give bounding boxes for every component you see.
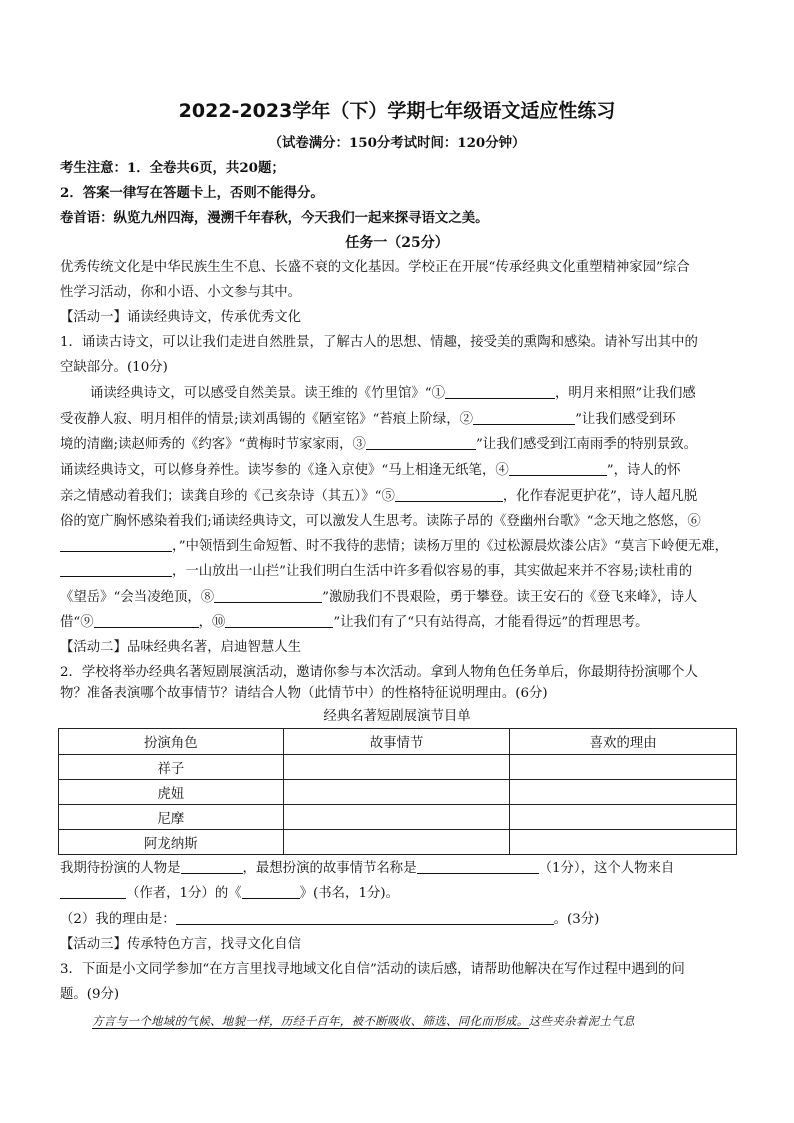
answer-blank-7[interactable]	[60, 563, 172, 577]
exam-info: （试卷满分：150分考试时间：120分钟）	[268, 135, 526, 151]
table-caption: 经典名著短剧展演节目单	[323, 709, 471, 724]
table-header-row	[59, 729, 737, 755]
table-header: 扮演角色	[59, 729, 284, 755]
q2-line-1: 2．学校将举办经典名著短剧展演活动，邀请你参与本次活动。拿到人物角色任务单后，你最期待扮演哪个人	[60, 665, 698, 680]
role-table	[58, 728, 737, 855]
poem-line-8	[60, 562, 740, 582]
poem-text: ”激励我们不畏艰险，勇于攀登。读王安石的《登飞来峰》，诗人	[322, 590, 698, 605]
poem-line-7	[60, 537, 740, 557]
poem-text: 借“⑨	[60, 615, 94, 630]
page-title: 2022-2023学年（下）学期七年级语文适应性练习	[178, 100, 616, 122]
answer-blank-5[interactable]	[395, 488, 503, 502]
answer-text: 。(3分)	[553, 912, 600, 927]
poem-line-6: 俗的宽广胸怀感染着我们;诵读经典诗文，可以激发人生思考。读陈子昂的《登幽州台歌》“念天地之悠悠，⑥	[60, 514, 701, 529]
poem-line-2	[60, 410, 740, 430]
table-row	[59, 805, 737, 830]
answer-text: （作者，1分）的《	[126, 886, 242, 901]
poem-text: 亲之情感动着我们；读龚自珍的《己亥杂诗（其五）》“⑤	[60, 489, 395, 504]
handwritten-passage	[92, 1012, 742, 1030]
role-cell: 阿龙纳斯	[59, 830, 284, 855]
answer-blank-1[interactable]	[445, 385, 555, 399]
character-blank[interactable]	[181, 860, 243, 874]
reason-cell[interactable]	[510, 830, 737, 855]
reason-blank[interactable]	[176, 911, 554, 925]
answer-blank-6[interactable]	[60, 538, 172, 552]
plot-cell[interactable]	[283, 780, 510, 805]
poem-text: ，一山放出一山拦”让我们明白生活中许多看似容易的事，其实做起来并不容易;读杜甫的	[172, 564, 693, 579]
poem-line-9	[60, 588, 740, 608]
table-row	[59, 830, 737, 855]
intro-line-2: 性学习活动，你和小语、小文参与其中。	[60, 285, 302, 300]
table-row	[59, 780, 737, 805]
answer-blank-10[interactable]	[225, 614, 333, 628]
reason-cell[interactable]	[510, 780, 737, 805]
activity2-heading: 【活动二】品味经典名著，启迪智慧人生	[60, 640, 302, 655]
poem-text: 诵读经典诗文，可以修身养性。读岑参的《逢入京使》“马上相逢无纸笔，④	[60, 463, 509, 478]
poem-text: 受夜静人寂、明月相伴的情景;读刘禹锡的《陋室铭》“苔痕上阶绿，②	[60, 412, 474, 427]
poem-text: ”让我们有了“只有站得高，才能看得远”的哲理思考。	[333, 615, 649, 630]
answer-text: 》(书名，1分)。	[299, 886, 399, 901]
poem-text: ”让我们感受到环	[575, 412, 676, 427]
poem-text: 诵读经典诗文，可以感受自然美景。读王维的《竹里馆》“①	[90, 386, 445, 401]
table-row	[59, 755, 737, 780]
activity1-heading: 【活动一】诵读经典诗文，传承优秀文化	[60, 310, 302, 325]
notice-line-1: 考生注意：1．全卷共6页，共20题；	[60, 160, 285, 176]
answer-line-1	[60, 859, 740, 879]
answer-blank-9[interactable]	[94, 614, 199, 628]
plot-cell[interactable]	[283, 805, 510, 830]
poem-text: ，⑩	[198, 615, 226, 630]
q1-line-2: 空缺部分。(10分)	[60, 360, 168, 375]
answer-text: 我期待扮演的人物是	[60, 861, 181, 876]
underlined-sentence: 方言与一个地域的气候、地貌一样，历经千百年，被不断吸收、筛选、同化而形成。	[92, 1014, 529, 1028]
answer-text: （1分），这个人物来自	[538, 861, 675, 876]
poem-text: 境的清幽;读赵师秀的《约客》“黄梅时节家家雨，③	[60, 437, 366, 452]
preface: 卷首语：纵览九州四海，漫溯千年春秋，今天我们一起来探寻语文之美。	[60, 210, 489, 226]
q2-line-2: 物？准备表演哪个故事情节？请结合人物（此情节中）的性格特征说明理由。(6分)	[60, 686, 548, 701]
notice-line-2: 2．答案一律写在答题卡上，否则不能得分。	[60, 185, 324, 201]
answer-line-3	[60, 910, 740, 930]
author-blank[interactable]	[60, 885, 126, 899]
role-cell: 尼摩	[59, 805, 284, 830]
handwritten-text: 这些夹杂着泥土气息	[528, 1014, 635, 1028]
answer-text: ，最想扮演的故事情节名称是	[242, 861, 417, 876]
task1-title: 任务一（25分）	[345, 235, 449, 251]
answer-text: （2）我的理由是：	[60, 912, 176, 927]
plot-blank[interactable]	[417, 860, 539, 874]
answer-blank-2[interactable]	[473, 411, 575, 425]
q3-line-2: 题。(9分)	[60, 987, 120, 1002]
table-header: 故事情节	[283, 729, 510, 755]
poem-line-4	[60, 461, 740, 481]
answer-line-2	[60, 884, 740, 904]
q3-line-1: 3．下面是小文同学参加“在方言里找寻地域文化自信”活动的读后感，请帮助他解决在写作过程中遇到的问	[60, 962, 685, 977]
poem-text: ，化作春泥更护花”，诗人超凡脱	[502, 489, 698, 504]
poem-text: ”，诗人的怀	[606, 463, 681, 478]
poem-line-1	[90, 384, 740, 404]
book-blank[interactable]	[242, 885, 300, 899]
role-cell: 虎妞	[59, 780, 284, 805]
reason-cell[interactable]	[510, 755, 737, 780]
intro-line-1: 优秀传统文化是中华民族生生不息、长盛不衰的文化基因。学校正在开展“传承经典文化重塑精神家园”综合	[60, 260, 690, 275]
role-cell: 祥子	[59, 755, 284, 780]
answer-blank-8[interactable]	[214, 589, 322, 603]
answer-blank-4[interactable]	[509, 462, 607, 476]
reason-cell[interactable]	[510, 805, 737, 830]
answer-blank-3[interactable]	[366, 436, 476, 450]
q1-line-1: 1．诵读古诗文，可以让我们走进自然胜景，了解古人的思想、情趣，接受美的熏陶和感染。请补写出其中的	[60, 335, 698, 350]
plot-cell[interactable]	[283, 755, 510, 780]
poem-text: ，”中领悟到生命短暂、时不我待的悲情；读杨万里的《过松源晨炊漆公店》“莫言下岭便无难，	[172, 539, 729, 554]
poem-text: ”让我们感受到江南雨季的特别景致。	[475, 437, 698, 452]
poem-text: 《望岳》“会当凌绝顶，⑧	[60, 590, 215, 605]
poem-text: ，明月来相照”让我们感	[555, 386, 696, 401]
poem-line-5	[60, 487, 740, 507]
plot-cell[interactable]	[283, 830, 510, 855]
poem-line-10	[60, 613, 740, 633]
poem-line-3	[60, 435, 740, 455]
table-header: 喜欢的理由	[510, 729, 737, 755]
activity3-heading: 【活动三】传承特色方言，找寻文化自信	[60, 937, 302, 952]
